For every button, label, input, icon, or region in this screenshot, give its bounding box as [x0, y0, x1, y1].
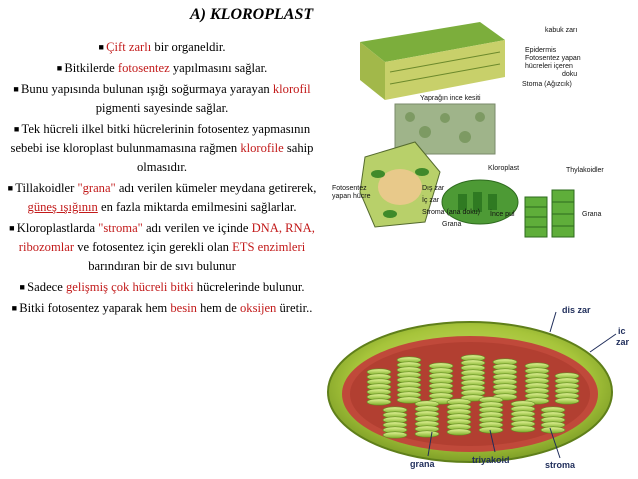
label-ic-zar: İç zar	[422, 197, 440, 204]
thylakoid-disc	[415, 431, 439, 437]
bullet-item	[6, 120, 318, 177]
bullet-item	[6, 278, 318, 297]
highlight-text: oksijen	[239, 301, 277, 315]
thylakoid-disc	[541, 427, 565, 433]
thylakoid-disc	[511, 426, 535, 432]
bullet-text: adı verilen kümeler meydana getirerek,	[115, 181, 317, 195]
label-dis-zar: Dış zar	[422, 185, 445, 192]
label-yaprak: Yaprağın ince kesiti	[420, 95, 481, 102]
highlight-text: Çift zarlı	[106, 40, 152, 54]
grana-stack	[525, 190, 574, 237]
bullet-text: hem de	[196, 301, 240, 315]
label-stroma-ana: Stroma (ana doku)	[422, 209, 480, 216]
label-fotosentez-hucre-1: Fotosentez	[332, 185, 367, 192]
label-tilakoidler: Thylakoidler	[566, 167, 604, 174]
highlight-text: ETS enzimleri	[232, 240, 306, 254]
bullet-text: sahip olmasıdır.	[136, 141, 314, 174]
bullet-square-icon: ■	[98, 42, 107, 52]
bullet-list	[6, 38, 318, 320]
chloroplast-diagram	[320, 300, 638, 475]
bullet-text: üretir..	[276, 301, 313, 315]
page-title: A) KLOROPLAST	[190, 6, 314, 23]
bullet-text: bir organeldir.	[151, 40, 226, 54]
label-fotosentez-hucre-2: yapan hücre	[332, 193, 371, 200]
bullet-text: adı verilen ve içinde	[142, 221, 252, 235]
bottom-label-dis-zar: dis zar	[562, 305, 591, 315]
label-grana-2: Grana	[582, 211, 602, 218]
leaf-section-diagram	[330, 22, 630, 252]
bullet-text: Kloroplastlarda	[16, 221, 99, 235]
bullet-square-icon: ■	[56, 63, 65, 73]
bullet-item	[6, 219, 318, 276]
thylakoid-disc	[555, 398, 579, 404]
bottom-label-triyakoid: triyakoid	[472, 455, 510, 465]
highlight-text: "stroma"	[98, 221, 143, 235]
bullet-text: en fazla miktarda emilmesini sağlarlar.	[97, 200, 297, 214]
bullet-item	[6, 179, 318, 217]
bullet-text: Sadece	[27, 280, 66, 294]
bullet-item	[6, 80, 318, 118]
bullet-text: Bitki fotosentez yaparak hem	[19, 301, 171, 315]
highlight-text: besin	[170, 301, 197, 315]
bottom-label-zar: zar	[616, 337, 630, 347]
bullet-square-icon: ■	[13, 84, 22, 94]
label-kabuk: kabuk zarı	[545, 27, 578, 34]
bullet-text: pigmenti sayesinde sağlar.	[95, 101, 229, 115]
thylakoid-disc	[447, 429, 471, 435]
bullet-text: hücrelerinde bulunur.	[193, 280, 305, 294]
bullet-text: Tek hücreli ilkel bitki hücrelerinin fotosentez yapmasının sebebi ise kloroplast bulunmamasına rağmen	[10, 122, 311, 155]
bullet-text: Bitkilerde	[64, 61, 118, 75]
bullet-square-icon: ■	[19, 282, 28, 292]
label-ince-pul: İnce pul	[490, 211, 515, 218]
bullet-square-icon: ■	[7, 183, 16, 193]
highlight-text: gelişmiş çok hücreli bitki	[65, 280, 194, 294]
bottom-label-ic: ic	[618, 326, 626, 336]
label-kloroplast: Kloroplast	[488, 165, 520, 172]
bottom-label-grana: grana	[410, 459, 435, 469]
highlight-text: "grana"	[77, 181, 116, 195]
bullet-square-icon: ■	[13, 124, 22, 134]
highlight-text: klorofil	[272, 82, 311, 96]
bullet-item	[6, 59, 318, 78]
bullet-text: Tillakoidler	[15, 181, 78, 195]
highlight-text: güneş ışığının	[27, 200, 98, 214]
label-hucreleri-iceren: hücreleri içeren	[525, 63, 573, 70]
thylakoid-disc	[367, 399, 391, 405]
bottom-label-stroma: stroma	[545, 460, 576, 470]
bullet-text: Bunu yapısında bulunan ışığı soğurmaya yarayan	[21, 82, 273, 96]
bullet-text: ve fotosentez için gerekli olan	[74, 240, 233, 254]
highlight-text: klorofile	[240, 141, 284, 155]
label-epidermis: Epidermis	[525, 47, 557, 54]
label-fotosentez-yapan: Fotosentez yapan	[525, 55, 581, 62]
bullet-text: yapılmasını sağlar.	[169, 61, 268, 75]
highlight-text: DNA, RNA, ribozomlar	[18, 221, 315, 254]
label-stoma: Stoma (Ağızcık)	[522, 81, 572, 88]
label-grana-1: Grana	[442, 221, 462, 228]
thylakoid-disc	[383, 432, 407, 438]
bullet-item	[6, 299, 318, 318]
highlight-text: fotosentez	[117, 61, 170, 75]
bullet-text: barındıran bir de sıvı bulunur	[88, 259, 236, 273]
bullet-item	[6, 38, 318, 57]
label-doku: doku	[562, 71, 578, 78]
bullet-square-icon: ■	[9, 223, 17, 233]
bullet-square-icon: ■	[11, 303, 20, 313]
